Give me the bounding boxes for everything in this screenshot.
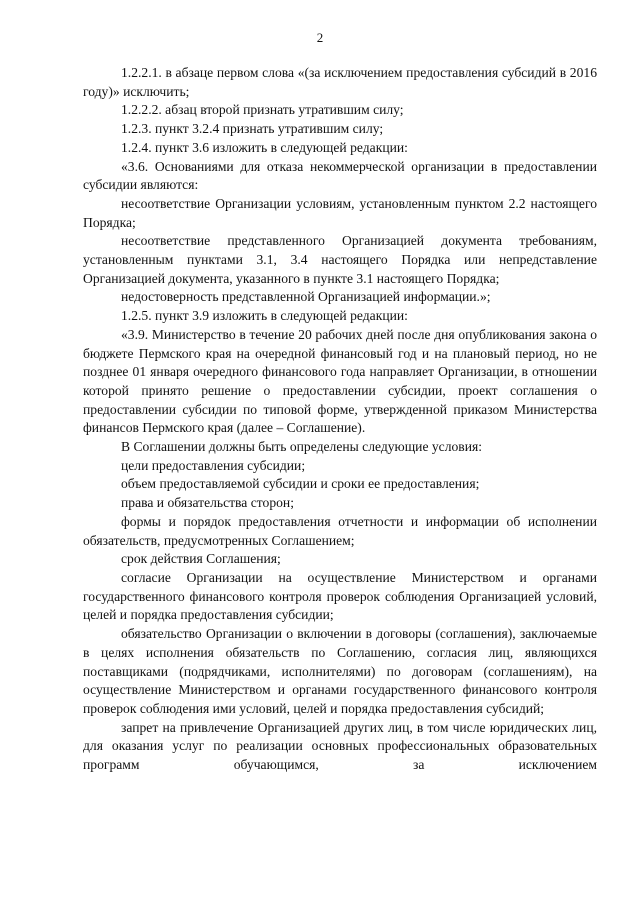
paragraph: формы и порядок предоставления отчетности и информации об исполнении обязательств, предусмотренных Соглашением; [83, 513, 597, 548]
paragraph: обязательство Организации о включении в договоры (соглашения), заключаемые в целях исполнения обязательств по Соглашению, согласия лиц, являющихся поставщиками (подрядчиками, исполнителями) по договорам (соглашениям), на осуществление Министерством и органами государственного финансового контроля проверок соблюдения ими условий, целей и порядка предоставления субсидий; [83, 626, 597, 716]
paragraph: срок действия Соглашения; [121, 551, 281, 567]
paragraph: цели предоставления субсидии; [121, 457, 306, 473]
paragraph: 1.2.5. пункт 3.9 изложить в следующей редакции: [121, 308, 408, 324]
paragraph: 1.2.3. пункт 3.2.4 признать утратившим силу; [121, 121, 384, 137]
paragraph: запрет на привлечение Организацией других лиц, в том числе юридических лиц, для оказания услуг по реализации основных профессиональных образовательных программ обучающимся, за исключением [83, 719, 597, 773]
paragraph: 1.2.2.1. в абзаце первом слова «(за исключением предоставления субсидий в 2016 году)» исключить; [83, 65, 597, 99]
paragraph: В Соглашении должны быть определены следующие условия: [121, 439, 483, 455]
document-body [83, 64, 597, 775]
paragraph: несоответствие представленного Организацией документа требованиям, установленным пунктами 3.1, 3.4 настоящего Порядка или непредставление Организацией документа, указанного в пункте 3.1 настоящего Порядка; [83, 233, 597, 286]
paragraph: «3.9. Министерство в течение 20 рабочих дней после дня опубликования закона о бюджете Пермского края на очередной финансовый год и на плановый период, но не позднее 01 января очередного финансового года направляет Организации, в отношении которой принято решение о предоставлении субсидии, проект соглашения о предоставлении субсидии по типовой форме, утвержденной приказом Министерства финансов Пермского края (далее – Соглашение). [83, 326, 597, 436]
paragraph: недостоверность представленной Организацией информации.»; [121, 289, 491, 305]
paragraph: «3.6. Основаниями для отказа некоммерческой организации в предоставлении субсидии являются: [83, 158, 597, 193]
paragraph: согласие Организации на осуществление Министерством и органами государственного финансового контроля проверок соблюдения Организацией условий, целей и порядка предоставления субсидии; [83, 569, 597, 623]
page-number: 2 [316, 30, 324, 45]
paragraph: 1.2.4. пункт 3.6 изложить в следующей редакции: [121, 139, 408, 155]
paragraph: несоответствие Организации условиям, установленным пунктом 2.2 настоящего Порядка; [83, 195, 597, 230]
paragraph: права и обязательства сторон; [121, 495, 294, 511]
paragraph: 1.2.2.2. абзац второй признать утратившим силу; [121, 102, 404, 118]
paragraph: объем предоставляемой субсидии и сроки ее предоставления; [121, 476, 480, 492]
